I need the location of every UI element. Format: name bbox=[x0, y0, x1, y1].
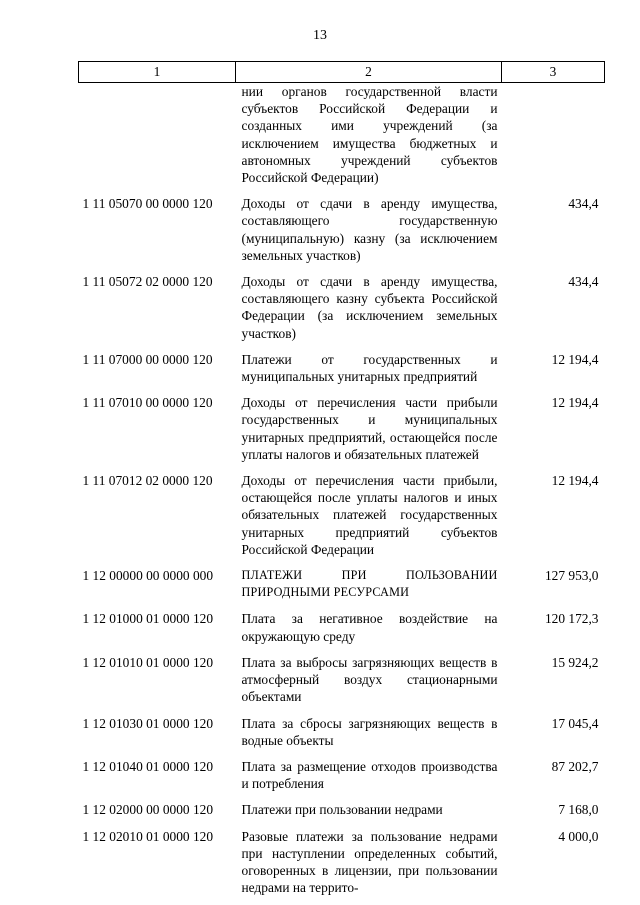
revenue-name: Плата за размещение отходов производства и потребления bbox=[241, 758, 498, 792]
column-header-amount: 3 bbox=[502, 62, 605, 83]
amount: 127 953,0 bbox=[544, 568, 599, 584]
budget-code: 1 11 05070 00 0000 120 bbox=[82, 196, 213, 212]
revenue-name: Доходы от перечисления части прибыли государственных и муниципальных унитарных предприятий, остающейся после уплаты налогов и обязательных платежей bbox=[241, 395, 498, 462]
budget-code: 1 12 01040 01 0000 120 bbox=[82, 758, 214, 774]
budget-revenue-table bbox=[78, 61, 605, 905]
page-number: 13 bbox=[313, 28, 327, 43]
column-header-code: 1 bbox=[79, 62, 236, 83]
table-row bbox=[79, 654, 605, 715]
budget-code: 1 11 07012 02 0000 120 bbox=[82, 473, 213, 489]
revenue-name: Доходы от сдачи в аренду имущества, составляющего казну субъекта Российской Федерации (за исключением земельных участков) bbox=[241, 274, 498, 341]
amount bbox=[502, 83, 605, 196]
amount: 12 194,4 bbox=[551, 351, 599, 367]
amount: 17 045,4 bbox=[551, 715, 599, 731]
revenue-name: Платежи от государственных и муниципальных унитарных предприятий bbox=[241, 351, 498, 385]
table-row bbox=[79, 715, 605, 758]
table-row bbox=[79, 351, 605, 394]
table-row bbox=[79, 801, 605, 827]
table-row bbox=[79, 83, 605, 196]
table-row bbox=[79, 567, 605, 610]
column-header-name: 2 bbox=[236, 62, 502, 83]
revenue-name: Плата за негативное воздействие на окружающую среду bbox=[241, 611, 498, 644]
budget-code: 1 12 01000 01 0000 120 bbox=[82, 611, 214, 627]
amount: 12 194,4 bbox=[551, 395, 599, 411]
budget-code: 1 12 01030 01 0000 120 bbox=[82, 715, 214, 731]
amount: 15 924,2 bbox=[551, 654, 599, 670]
amount: 120 172,3 bbox=[544, 611, 599, 627]
revenue-name: Доходы от сдачи в аренду имущества, составляющего государственную (муниципальную) казну (за исключением земельных участков) bbox=[241, 196, 498, 263]
revenue-name: ПЛАТЕЖИ ПРИ ПОЛЬЗОВАНИИ ПРИРОДНЫМИ РЕСУРСАМИ bbox=[241, 568, 498, 600]
budget-code: 1 12 01010 01 0000 120 bbox=[82, 654, 214, 670]
table-row bbox=[79, 195, 605, 273]
budget-code: 1 11 07010 00 0000 120 bbox=[82, 395, 213, 411]
revenue-name: Разовые платежи за пользование недрами при наступлении определенных событий, оговоренных в лицензии, при пользовании недрами на террито- bbox=[241, 828, 498, 896]
budget-code: 1 12 00000 00 0000 000 bbox=[82, 568, 214, 584]
budget-code bbox=[79, 83, 236, 196]
budget-code: 1 12 02000 00 0000 120 bbox=[82, 802, 214, 818]
revenue-name: Доходы от перечисления части прибыли, остающейся после уплаты налогов и иных обязательных платежей государственных унитарных предприятий субъектов Российской Федерации bbox=[241, 473, 498, 557]
revenue-name: нии органов государственной власти субъектов Российской Федерации и созданных ими учреждений (за исключением имущества бюджетных и автономных учреждений субъектов Российской Федерации) bbox=[241, 84, 498, 186]
table-row bbox=[79, 758, 605, 801]
table-header-row bbox=[79, 62, 605, 83]
table-row bbox=[79, 828, 605, 905]
amount: 434,4 bbox=[568, 274, 599, 290]
revenue-name: Плата за сбросы загрязняющих веществ в водные объекты bbox=[241, 715, 498, 748]
budget-code: 1 11 05072 02 0000 120 bbox=[82, 274, 213, 290]
budget-code: 1 12 02010 01 0000 120 bbox=[82, 828, 214, 844]
amount: 7 168,0 bbox=[558, 802, 599, 818]
revenue-name: Платежи при пользовании недрами bbox=[241, 802, 443, 818]
table-row bbox=[79, 472, 605, 567]
table-row bbox=[79, 610, 605, 653]
amount: 434,4 bbox=[568, 196, 599, 212]
table-body bbox=[79, 83, 605, 905]
table-row bbox=[79, 273, 605, 351]
revenue-name: Плата за выбросы загрязняющих веществ в атмосферный воздух стационарными объектами bbox=[241, 654, 498, 705]
amount: 87 202,7 bbox=[551, 758, 599, 774]
amount: 12 194,4 bbox=[551, 473, 599, 489]
table-row bbox=[79, 394, 605, 472]
amount: 4 000,0 bbox=[558, 828, 599, 844]
budget-code: 1 11 07000 00 0000 120 bbox=[82, 351, 213, 367]
